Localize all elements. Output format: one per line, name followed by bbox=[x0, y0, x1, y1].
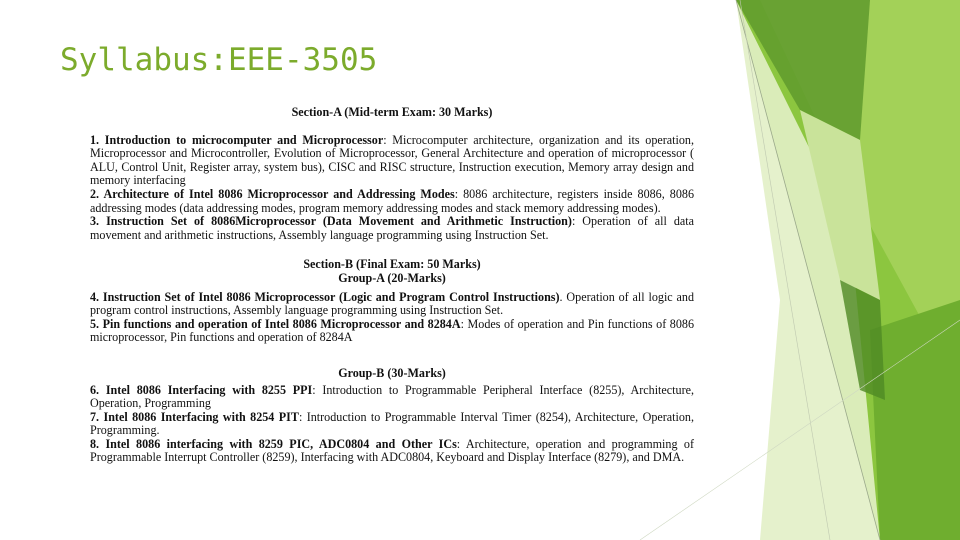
section-b-heading: Section-B (Final Exam: 50 Marks) bbox=[303, 257, 481, 272]
item-text: : Introduction to Programmable Interval Timer (8254), Architecture, Operation, Programming. bbox=[90, 409, 694, 438]
item-text: : Architecture, operation and programming of Programmable Interrupt Controller (8259), Interfacing with ADC0804, Keyboard and Display Interface (8279), and DMA. bbox=[90, 436, 694, 465]
item-title: 2. Architecture of Intel 8086 Microprocessor and Addressing Modes bbox=[90, 186, 455, 201]
syllabus-item-5 bbox=[90, 318, 694, 345]
item-text: . Operation of all logic and program control instructions, Assembly language programming using Instruction Set. bbox=[90, 289, 694, 318]
syllabus-item-6 bbox=[90, 384, 694, 411]
syllabus-item-2 bbox=[90, 188, 694, 215]
item-title: 7. Intel 8086 Interfacing with 8254 PIT bbox=[90, 409, 299, 424]
item-text: : Operation of all data movement and arithmetic instructions, Assembly language programming using Instruction Set. bbox=[90, 214, 694, 242]
item-title: 4. Instruction Set of Intel 8086 Microprocessor (Logic and Program Control Instructions) bbox=[90, 289, 560, 304]
slide-title: Syllabus:EEE-3505 bbox=[60, 42, 378, 78]
item-title: 8. Intel 8086 interfacing with 8259 PIC, ADC0804 and Other ICs bbox=[90, 436, 457, 451]
item-title: 1. Introduction to microcomputer and Microprocessor bbox=[90, 132, 384, 147]
section-a-heading: Section-A (Mid-term Exam: 30 Marks) bbox=[291, 105, 493, 119]
item-text: : 8086 architecture, registers inside 8086, 8086 addressing modes (data addressing modes, program memory addressing modes and stack memory addressing modes). bbox=[90, 186, 694, 215]
syllabus-item-1 bbox=[90, 134, 694, 188]
group-a-heading: Group-A (20-Marks) bbox=[338, 270, 446, 285]
syllabus-item-3 bbox=[90, 215, 694, 242]
syllabus-item-8 bbox=[90, 438, 694, 465]
syllabus-item-4 bbox=[90, 291, 694, 318]
item-text: : Microcomputer architecture, organization and its operation, Microprocessor and Microcontroller, Evolution of Microprocessor, General Architecture and operation of microprocessor ( ALU, Control Unit, Register array, system bus), CISC and RISC structure, Instruction execution, Memory array design and memory interfacing bbox=[90, 132, 694, 188]
item-text: : Modes of operation and Pin functions of 8086 microprocessor, Pin functions and operation of 8284A bbox=[90, 316, 694, 345]
syllabus-document bbox=[90, 106, 694, 465]
item-title: 6. Intel 8086 Interfacing with 8255 PPI bbox=[90, 382, 313, 397]
item-title: 5. Pin functions and operation of Intel 8086 Microprocessor and 8284A bbox=[90, 316, 461, 331]
syllabus-item-7 bbox=[90, 411, 694, 438]
item-title: 3. Instruction Set of 8086Microprocessor (Data Movement and Arithmetic Instruction) bbox=[90, 214, 572, 229]
item-text: : Introduction to Programmable Peripheral Interface (8255), Architecture, Operation, Programming bbox=[90, 382, 694, 411]
group-b-heading: Group-B (30-Marks) bbox=[338, 365, 446, 380]
